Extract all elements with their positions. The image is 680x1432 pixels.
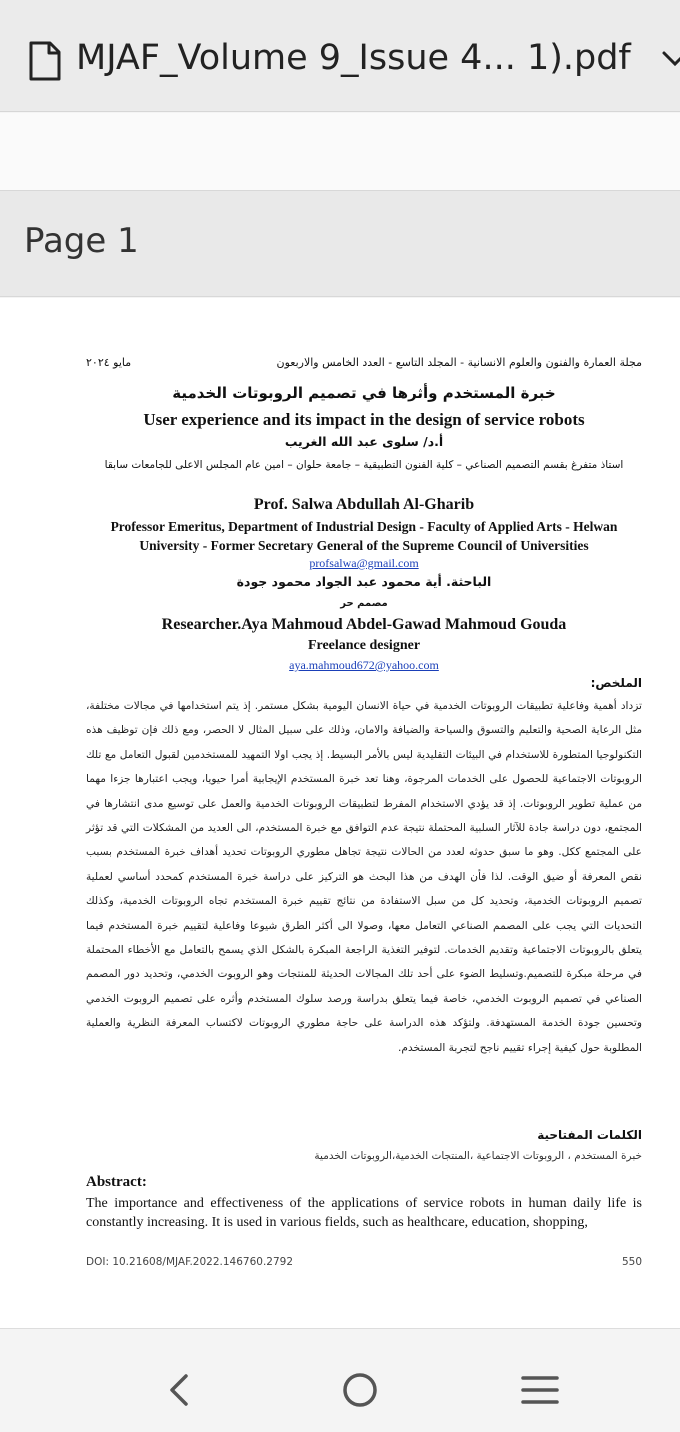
author2-role-arabic: مصمم حر [340,598,388,609]
author1-email-link[interactable]: profsalwa@gmail.com [309,556,419,570]
pdf-page[interactable] [0,298,680,1329]
author1-arabic: أ.د/ سلوى عبد الله الغريب [284,434,444,449]
author2-english: Researcher.Aya Mahmoud Abdel-Gawad Mahmoud Gouda [161,616,567,633]
abstract-english-body: The importance and effectiveness of the applications of service robots in human daily life is constantly increasing. It is used in various fields, such as healthcare, education, shopping, [86,1196,642,1230]
page-gap [0,113,680,190]
journal-header [86,356,642,374]
title-arabic: خبرة المستخدم وأثرها في تصميم الروبوتات الخدمية [172,384,556,402]
journal-line: مجلة العمارة والفنون والعلوم الانسانية - المجلد التاسع - العدد الخامس والاربعون [276,356,642,369]
author2-role-english: Freelance designer [307,638,421,653]
chevron-left-icon[interactable] [154,1364,206,1416]
author2-arabic: الباحثة. أية محمود عبد الجواد محمود جودة [236,574,492,589]
abstract-arabic-body: تزداد أهمية وفاعلية تطبيقات الروبوتات الخدمية في حياة الانسان اليومية بشكل مستمر. إذ يتم استخدامها في مجالات مختلفة، مثل الرعاية الصحية والتعليم والتسوق والسياحة والضيافة والامان، وذلك على سبيل المثال لا الحصر، ومع ذلك فإن توظيف هذه التكنولوجيا المتطورة للاستخدام في البيئات التقليدية ليس بالأمر البسيط. إذ يجب اولا التمهيد للمستخدمين لقبول التعامل مع تلك الروبوتات الاجتماعية للحصول على الخدمات المرجوة، وهنا تعد خبرة المستخدم الإيجابية أمرا حيويا، ويجب اعتبارها جزءا مهما من عملية تطوير الروبوتات. إذ قد يؤدي الاستخدام المفرط لتطبيقات الروبوتات الخدمية والعمل على توسيع مدى انتشارها في المجتمع، دون دراسة جادة للآثار السلبية المحتملة نتيجة عدم التوافق مع خبرة المستخدم، الى العديد من المشكلات التي قد تؤثر على المجتمع ككل. وهو ما سبق حدوثه لعدد من الحالات نتيجة تجاهل مطوري الروبوتات تحديد أهداف خبرة المستخدم بسبب نقص المعرفة أو ضيق الوقت. لذا فأن الهدف من هذا البحث هو التركيز على دراسة خبرة المستخدم كمحدد أساسي لعملية تصميم الروبوتات الخدمية، وتحديد كل من سبل الاستفادة من نتائج تقييم خبرة المستخدم تجاه الروبوتات الخدمية، وكذلك التحديات التي يجب على المصمم الصناعي التعامل معها، وصولا الى أكثر الطرق شيوعا وفاعلية لتقييم خبرة المستخدم فيما يتعلق بالروبوتات الاجتماعية وتقديم الخدمات. لتوفير التغذية الراجعة المبكرة بالشكل الذي يسمح بالتعامل مع الأخطاء المحتملة في مرحلة مبكرة للتصميم.وتسليط الضوء على أحد تلك المجالات الحديثة للمنتجات وهو الروبوت الخدمي، وتحديد دور المصمم الصناعي في تصميم الروبوت الخدمي، خاصة فيما يتعلق بدراسة ورصد سلوك المستخدم وأثره على تصميم الروبوت الخدمي وتحسين جودة الخدمة المستهدفة. ولتؤكد هذه الدراسة على حاجة مطوري الروبوتات لاكتساب المعرفة النظرية والعملية المطلوبة حول كيفية إجراء تقييم ناجح لتجربة المستخدم. [86,700,642,1054]
abstract-arabic-heading: الملخص: [590,676,642,690]
author1-english: Prof. Salwa Abdullah Al-Gharib [253,496,475,513]
author1-email-row [86,556,642,571]
pdf-toolbar [0,0,680,112]
chevron-down-icon[interactable] [660,44,680,74]
author1-affiliation-arabic: استاذ متفرغ بقسم التصميم الصناعي – كلية الفنون التطبيقية – جامعة حلوان – امين عام المجلس الاعلى للجامعات سابقا [104,459,624,471]
file-name: MJAF_Volume 9_Issue 4... 1).pdf [76,38,631,78]
author2-email-link[interactable]: aya.mahmoud672@yahoo.com [289,658,439,672]
circle-home-icon[interactable] [334,1364,386,1416]
page-number: 550 [621,1256,642,1268]
page-header [0,190,680,297]
file-icon [28,40,62,82]
author2-email-row [86,658,642,673]
system-nav-bar [0,1346,680,1432]
keywords: خبرة المستخدم ، الروبوتات الاجتماعية ،المنتجات الخدمية،الروبوتات الخدمية [314,1150,642,1162]
author1-affiliation-english: Professor Emeritus, Department of Industrial Design - Faculty of Applied Arts - Helwan University - Former Secretary General of the Supreme Council of Universities [110,519,618,553]
issue-date: مايو ٢٠٢٤ [86,356,132,369]
title-english: User experience and its impact in the design of service robots [143,410,585,429]
menu-lines-icon[interactable] [514,1364,566,1416]
abstract-english-heading: Abstract: [86,1174,147,1190]
page-label: Page 1 [24,221,139,261]
keywords-heading: الكلمات المفتاحية [537,1128,642,1142]
doi: DOI: 10.21608/MJAF.2022.146760.2792 [86,1256,294,1268]
